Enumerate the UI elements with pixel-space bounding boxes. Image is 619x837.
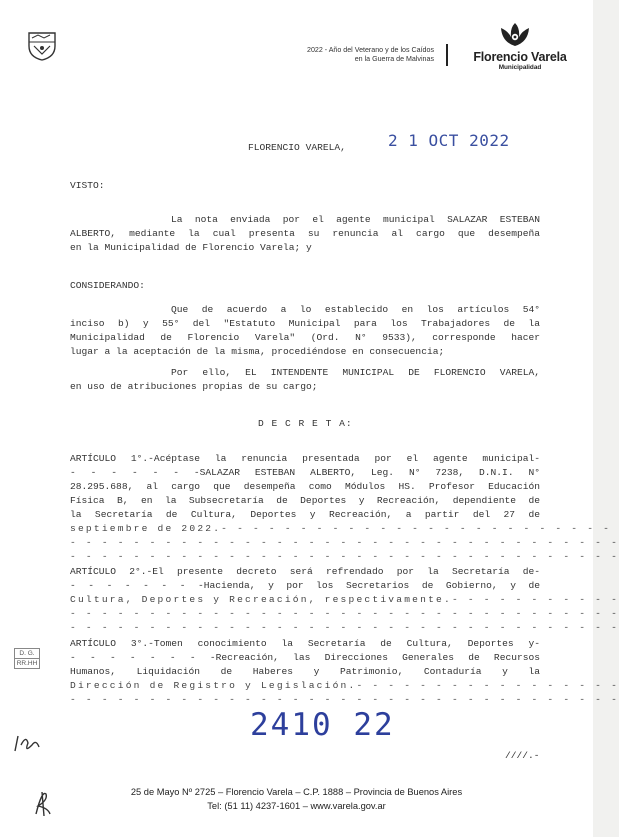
articulo1-line: ARTÍCULO 1°.-Acéptase la renuncia presentada por el agente municipal-: [70, 453, 540, 464]
footer-contact: Tel: (51 11) 4237-1601 – www.varela.gov.ar: [207, 801, 386, 811]
visto-heading: VISTO:: [70, 180, 105, 191]
articulo2-line: ARTÍCULO 2°.-El presente decreto será refrendado por la Secretaría de-: [70, 566, 540, 577]
dash-filler: - - - - - - - - - - - - - - - - - - - - - - - - - - - - - - - - - - -: [70, 622, 619, 633]
florencio-varela-flower-icon: [498, 22, 532, 48]
decreta-heading: D E C R E T A:: [258, 418, 353, 429]
articulo3-line: - - - - - - - -Recreación, las Direcciones Generales de Recursos: [70, 652, 540, 663]
brand-name: Florencio Varela: [473, 50, 567, 64]
articulo3-line: ARTÍCULO 3°.-Tomen conocimiento la Secretaría de Cultura, Deportes y-: [70, 638, 540, 649]
considerando-line: Municipalidad de Florencio Varela" (Ord. N° 9533), corresponde hacer: [70, 332, 540, 343]
continuation-mark: ////.-: [505, 750, 540, 761]
date-stamp: 2 1 OCT 2022: [388, 131, 510, 150]
articulo3-line: Dirección de Registro y Legislación.- - - - - - - - - - - - - - - - -: [70, 680, 619, 691]
header-note: [238, 46, 434, 64]
dash-filler: - - - - - - - - - - - - - - - - - - - - - - - - - - - - - - - - - - -: [70, 694, 619, 705]
articulo3-line: Humanos, Liquidación de Haberes y Patrimonio, Contaduría y la: [70, 666, 540, 677]
considerando-line: inciso b) y 55° del "Estatuto Municipal para los Trabajadores de la: [70, 318, 540, 329]
articulo1-line: 28.295.688, al cargo que desempeña como Módulos HS. Profesor Educación: [70, 481, 540, 492]
considerando-line: en uso de atribuciones propias de su cargo;: [70, 381, 318, 392]
articulo1-line: septiembre de 2022.- - - - - - - - - - - - - - - - - - - - - - - - -: [70, 523, 612, 534]
rrhh-stamp: [14, 648, 40, 669]
header-note-line2: en la Guerra de Malvinas: [354, 55, 434, 63]
header-note-line1: 2022 - Año del Veterano y de los Caídos: [307, 46, 434, 54]
visto-line: ALBERTO, mediante la cual presenta su renuncia al cargo que desempeña: [70, 228, 540, 239]
articulo1-line: - - - - - - -SALAZAR ESTEBAN ALBERTO, Leg. N° 7238, D.N.I. N°: [70, 467, 540, 478]
handwritten-initials-icon: [12, 733, 42, 755]
articulo1-line: la Secretaría de Cultura, Deportes y Recreación, a partir del 27 de: [70, 509, 540, 520]
considerando-line: Que de acuerdo a lo establecido en los artículos 54°: [171, 304, 540, 315]
brand-subtitle: Municipalidad: [498, 64, 542, 71]
considerando-line: Por ello, EL INTENDENTE MUNICIPAL DE FLORENCIO VARELA,: [171, 367, 540, 378]
articulo2-line: Cultura, Deportes y Recreación, respectivamente.- - - - - - - - - - -: [70, 594, 619, 605]
date-place: FLORENCIO VARELA,: [248, 142, 346, 153]
municipal-crest-icon: [26, 29, 58, 61]
dash-filler: - - - - - - - - - - - - - - - - - - - - - - - - - - - - - - - - - - -: [70, 608, 619, 619]
rrhh-stamp-line1: D. G.: [19, 650, 35, 657]
considerando-heading: CONSIDERANDO:: [70, 280, 145, 291]
considerando-line: lugar a la aceptación de la misma, procediéndose en consecuencia;: [70, 346, 445, 357]
header-divider: [446, 44, 448, 66]
footer-address: 25 de Mayo Nº 2725 – Florencio Varela – C.P. 1888 – Provincia de Buenos Aires: [130, 787, 463, 797]
dash-filler: - - - - - - - - - - - - - - - - - - - - - - - - - - - - - - - - - - -: [70, 537, 619, 548]
rrhh-stamp-line2: RR.HH: [16, 660, 38, 667]
articulo2-line: - - - - - - - -Hacienda, y por los Secretarios de Gobierno, y de: [70, 580, 540, 591]
visto-line: La nota enviada por el agente municipal SALAZAR ESTEBAN: [171, 214, 540, 225]
visto-line: en la Municipalidad de Florencio Varela; y: [70, 242, 312, 253]
decree-number: 2410 22: [250, 707, 395, 743]
dash-filler: - - - - - - - - - - - - - - - - - - - - - - - - - - - - - - - - - - -: [70, 551, 619, 562]
articulo1-line: Física B, en la Subsecretaría de Deportes y Recreación, dependiente de: [70, 495, 540, 506]
